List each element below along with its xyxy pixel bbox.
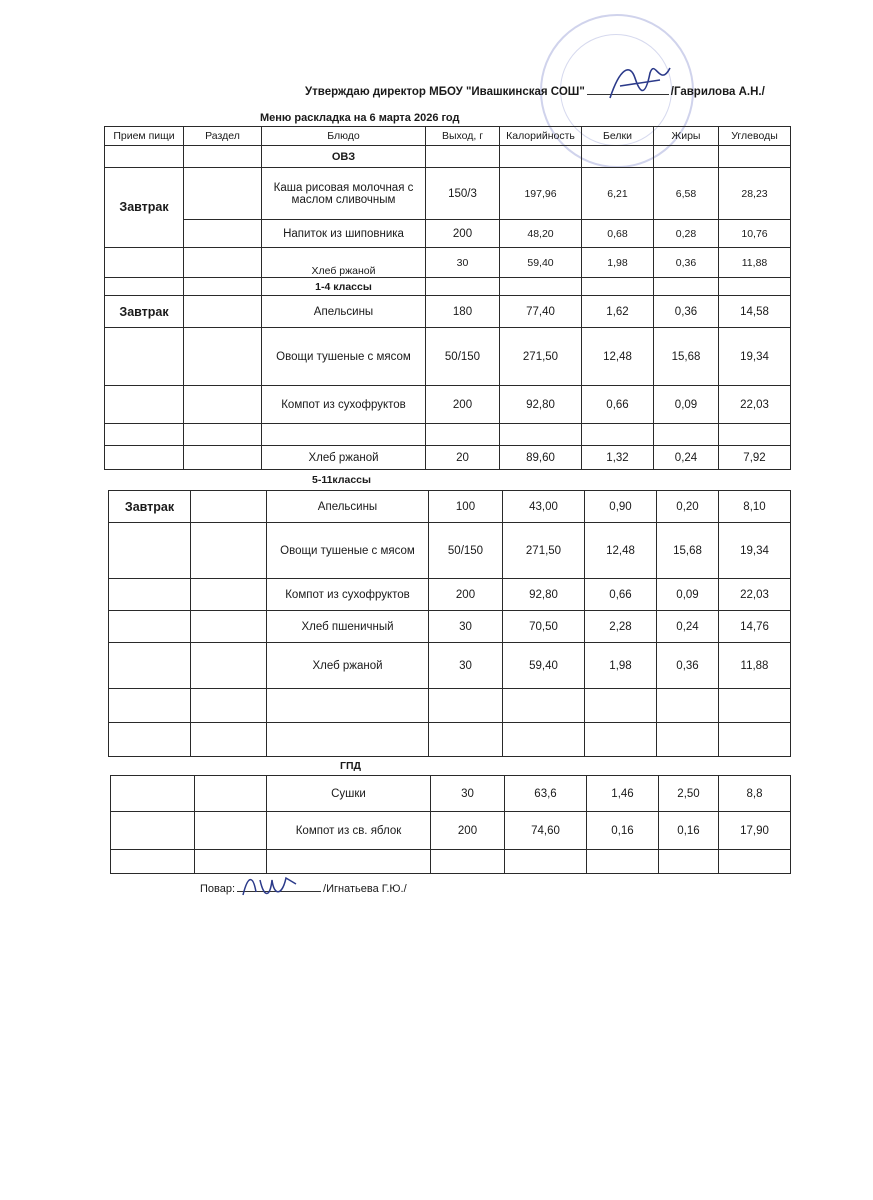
col-header-calories: Калорийность — [500, 127, 582, 146]
table-row — [105, 386, 791, 424]
dish-calories: 197,96 — [500, 168, 582, 220]
table-row — [105, 248, 791, 278]
table-row — [105, 328, 791, 386]
dish-name: Апельсины — [267, 491, 429, 523]
dish-calories: 271,50 — [503, 523, 585, 579]
approval-suffix: /Гаврилова А.Н./ — [670, 86, 765, 98]
dish-fat: 0,24 — [654, 446, 719, 470]
table-row — [109, 611, 791, 643]
dish-fat: 0,09 — [657, 579, 719, 611]
dish-name: Напиток из шиповника — [262, 220, 426, 248]
dish-name: Компот из сухофруктов — [267, 579, 429, 611]
dish-fat: 0,20 — [657, 491, 719, 523]
dish-output: 100 — [429, 491, 503, 523]
dish-protein: 0,16 — [587, 812, 659, 850]
col-header-output: Выход, г — [426, 127, 500, 146]
dish-calories: 271,50 — [500, 328, 582, 386]
dish-output: 50/150 — [426, 328, 500, 386]
dish-calories: 92,80 — [503, 579, 585, 611]
dish-protein: 0,90 — [585, 491, 657, 523]
col-header-dish: Блюдо — [262, 127, 426, 146]
dish-protein: 12,48 — [585, 523, 657, 579]
dish-output: 150/3 — [426, 168, 500, 220]
dish-calories: 59,40 — [503, 643, 585, 689]
dish-carbs: 11,88 — [719, 248, 791, 278]
dish-calories: 77,40 — [500, 296, 582, 328]
table-row — [105, 168, 791, 220]
menu-table-main — [104, 126, 791, 470]
table-header-row — [105, 127, 791, 146]
dish-calories: 59,40 — [500, 248, 582, 278]
dish-carbs: 22,03 — [719, 579, 791, 611]
dish-fat: 0,09 — [654, 386, 719, 424]
cook-signature — [238, 870, 302, 900]
dish-carbs: 11,88 — [719, 643, 791, 689]
dish-calories: 70,50 — [503, 611, 585, 643]
section-title-1-4: 1-4 классы — [262, 278, 426, 296]
dish-carbs: 17,90 — [719, 812, 791, 850]
table-row — [109, 523, 791, 579]
col-header-meal: Прием пищи — [105, 127, 184, 146]
dish-carbs: 10,76 — [719, 220, 791, 248]
dish-name: Апельсины — [262, 296, 426, 328]
table-row — [111, 812, 791, 850]
table-row — [105, 296, 791, 328]
dish-protein: 1,32 — [582, 446, 654, 470]
dish-calories: 92,80 — [500, 386, 582, 424]
dish-output: 50/150 — [429, 523, 503, 579]
dish-output: 200 — [429, 579, 503, 611]
dish-output: 20 — [426, 446, 500, 470]
dish-protein: 0,66 — [585, 579, 657, 611]
dish-calories: 48,20 — [500, 220, 582, 248]
dish-output: 180 — [426, 296, 500, 328]
dish-name: Хлеб ржаной — [262, 446, 426, 470]
dish-fat: 0,24 — [657, 611, 719, 643]
dish-fat: 0,36 — [654, 248, 719, 278]
dish-fat: 0,36 — [657, 643, 719, 689]
dish-protein: 1,62 — [582, 296, 654, 328]
dish-protein: 0,68 — [582, 220, 654, 248]
dish-protein: 6,21 — [582, 168, 654, 220]
dish-output: 200 — [426, 220, 500, 248]
dish-calories: 89,60 — [500, 446, 582, 470]
dish-output: 30 — [429, 611, 503, 643]
cook-suffix: /Игнатьева Г.Ю./ — [323, 883, 407, 895]
col-header-carbs: Углеводы — [719, 127, 791, 146]
dish-carbs: 8,8 — [719, 776, 791, 812]
dish-carbs: 14,76 — [719, 611, 791, 643]
dish-output: 200 — [431, 812, 505, 850]
table-row — [109, 643, 791, 689]
table-row-empty — [111, 850, 791, 874]
meal-label: Завтрак — [105, 296, 184, 328]
section-row-ovz — [105, 146, 791, 168]
dish-protein: 12,48 — [582, 328, 654, 386]
col-header-protein: Белки — [582, 127, 654, 146]
section-row-1-4 — [105, 278, 791, 296]
table-row — [109, 491, 791, 523]
dish-carbs: 8,10 — [719, 491, 791, 523]
table-row — [105, 220, 791, 248]
dish-name: Сушки — [267, 776, 431, 812]
dish-name: Овощи тушеные с мясом — [267, 523, 429, 579]
dish-name: Овощи тушеные с мясом — [262, 328, 426, 386]
menu-table-5-11 — [108, 490, 791, 757]
dish-calories: 63,6 — [505, 776, 587, 812]
dish-carbs: 7,92 — [719, 446, 791, 470]
table-row — [111, 776, 791, 812]
dish-fat: 0,36 — [654, 296, 719, 328]
dish-carbs: 28,23 — [719, 168, 791, 220]
section-title-5-11: 5-11классы — [312, 474, 371, 486]
col-header-section: Раздел — [184, 127, 262, 146]
dish-fat: 0,16 — [659, 812, 719, 850]
dish-output: 30 — [429, 643, 503, 689]
dish-fat: 15,68 — [657, 523, 719, 579]
dish-name: Компот из сухофруктов — [262, 386, 426, 424]
dish-carbs: 14,58 — [719, 296, 791, 328]
dish-fat: 6,58 — [654, 168, 719, 220]
menu-title: Меню раскладка на 6 марта 2026 год — [260, 112, 460, 124]
section-title-gpd: ГПД — [340, 760, 361, 772]
dish-name: Каша рисовая молочная с маслом сливочным — [262, 168, 426, 220]
dish-carbs: 22,03 — [719, 386, 791, 424]
dish-output: 200 — [426, 386, 500, 424]
dish-protein: 1,46 — [587, 776, 659, 812]
table-row-empty — [109, 723, 791, 757]
dish-name: Хлеб пшеничный — [267, 611, 429, 643]
dish-calories: 74,60 — [505, 812, 587, 850]
approval-prefix: Утверждаю директор МБОУ "Ивашкинская СОШ" — [305, 86, 585, 98]
dish-fat: 0,28 — [654, 220, 719, 248]
approval-line — [305, 84, 765, 98]
dish-protein: 1,98 — [582, 248, 654, 278]
dish-fat: 2,50 — [659, 776, 719, 812]
dish-output: 30 — [431, 776, 505, 812]
table-row — [105, 446, 791, 470]
dish-name: Хлеб ржаной — [267, 643, 429, 689]
dish-calories: 43,00 — [503, 491, 585, 523]
section-title-ovz: ОВЗ — [262, 146, 426, 168]
dish-output: 30 — [426, 248, 500, 278]
dish-fat: 15,68 — [654, 328, 719, 386]
dish-name: Компот из св. яблок — [267, 812, 431, 850]
meal-label: Завтрак — [105, 168, 184, 248]
dish-protein: 2,28 — [585, 611, 657, 643]
table-row — [109, 579, 791, 611]
dish-carbs: 19,34 — [719, 523, 791, 579]
meal-label: Завтрак — [109, 491, 191, 523]
dish-carbs: 19,34 — [719, 328, 791, 386]
table-row-empty — [109, 689, 791, 723]
menu-table-gpd — [110, 775, 791, 874]
director-signature — [600, 58, 680, 108]
dish-protein: 0,66 — [582, 386, 654, 424]
col-header-fat: Жиры — [654, 127, 719, 146]
table-row-empty — [105, 424, 791, 446]
dish-name: Хлеб ржаной — [262, 248, 426, 278]
cook-signature-line — [200, 882, 407, 895]
dish-protein: 1,98 — [585, 643, 657, 689]
cook-prefix: Повар: — [200, 883, 236, 895]
